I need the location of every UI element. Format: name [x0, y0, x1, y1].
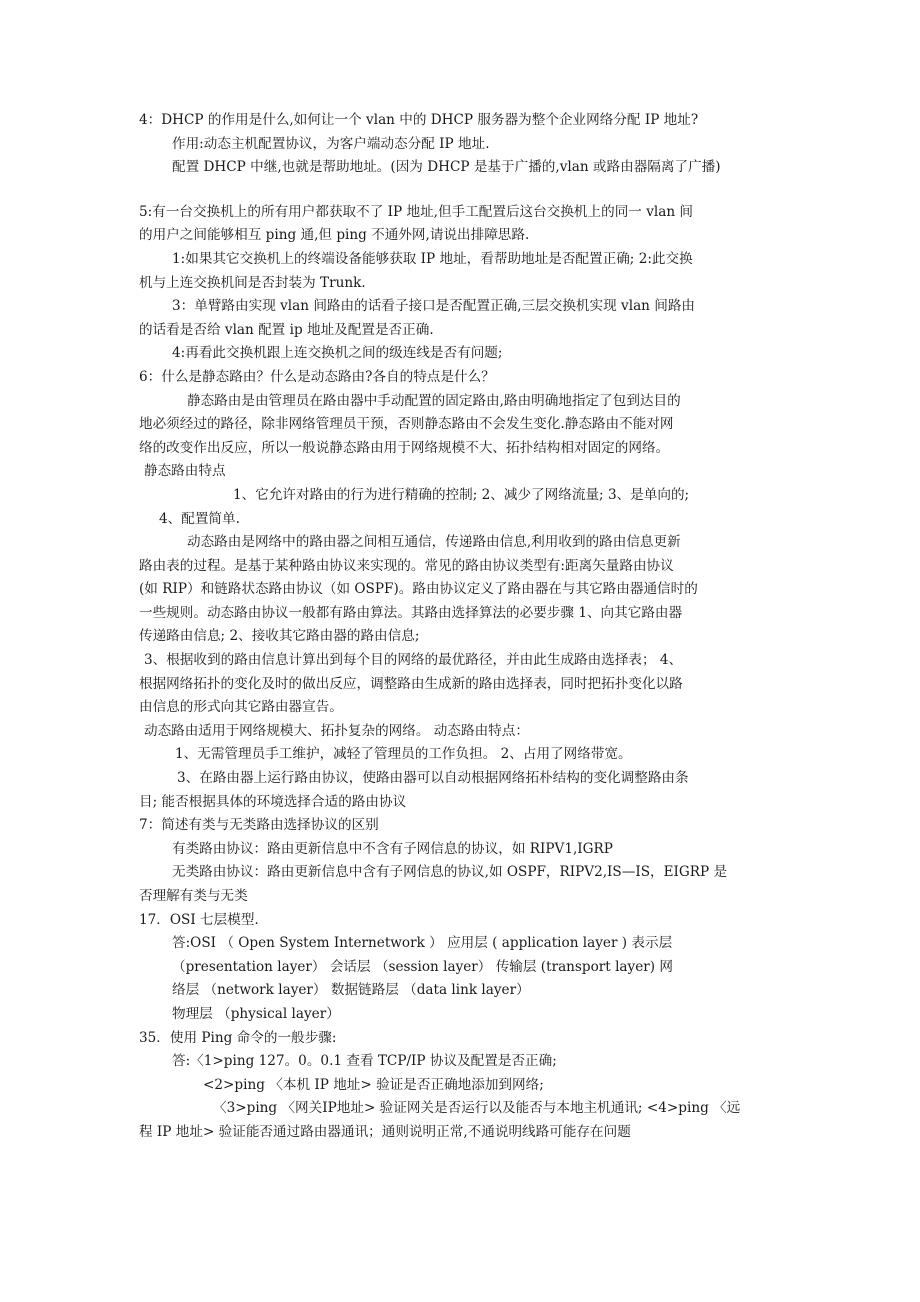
q17-heading: 17．OSI 七层模型. — [139, 911, 259, 928]
q6-answer-line: 一些规则。动态路由协议一般都有路由算法。其路由选择算法的必要步骤 1、向其它路由器 — [139, 604, 683, 621]
q17-answer-line: （presentation layer） 会话层 （session layer） 传输层 (transport layer) 网 — [172, 958, 673, 975]
q6-answer-line: 地必须经过的路径，除非网络管理员干预，否则静态路由不会发生变化.静态路由不能对网 — [139, 416, 674, 433]
q5-heading: 5:有一台交换机上的所有用户都获取不了 IP 地址,但手工配置后这台交换机上的同一 vlan 间 — [139, 203, 694, 220]
q6-subheading: 静态路由特点 — [144, 463, 226, 480]
q6-answer-line: 由信息的形式向其它路由器宣告。 — [139, 699, 343, 716]
q6-answer-line: (如 RIP）和链路状态路由协议（如 OSPF)。路由协议定义了路由器在与其它路由器通信时的 — [139, 581, 698, 598]
q6-answer-line: 根据网络拓扑的变化及时的做出反应，调整路由生成新的路由选择表，同时把拓扑变化以路 — [139, 675, 683, 692]
paragraph-gap — [139, 180, 789, 201]
q4-heading: 4：DHCP 的作用是什么,如何让一个 vlan 中的 DHCP 服务器为整个企业网络分配 IP 地址? — [139, 112, 699, 128]
q17-answer-line: 络层 （network layer） 数据链路层 （data link layer） — [172, 982, 530, 999]
q6-answer-line: 3、根据收到的路由信息计算出到每个目的网络的最优路径，并由此生成路由选择表； 4、 — [144, 652, 683, 669]
q35-answer-line: 答:〈1>ping 127。0。0.1 查看 TCP/IP 协议及配置是否正确; — [172, 1053, 557, 1070]
q7-heading: 7：简述有类与无类路由选择协议的区别 — [139, 817, 379, 834]
q17-answer-line: 答:OSI （ Open System Internetwork ） 应用层 ( application layer ) 表示层 — [172, 935, 673, 952]
q6-answer-line: 络的改变作出反应，所以一般说静态路由用于网络规模不大、拓扑结构相对固定的网络。 — [139, 439, 670, 456]
q4-answer-line: 作用:动态主机配置协议，为客户端动态分配 IP 地址. — [172, 135, 490, 152]
q5-heading: 的用户之间能够相互 ping 通,但 ping 不通外网,请说出排障思路. — [139, 227, 530, 244]
q6-answer-line: 传递路由信息; 2、接收其它路由器的路由信息; — [139, 628, 420, 645]
document-body — [139, 109, 789, 1145]
q6-answer-line: 1、它允许对路由的行为进行精确的控制; 2、减少了网络流量; 3、是单向的; — [233, 486, 690, 503]
q7-answer-line: 有类路由协议：路由更新信息中不含有子网信息的协议，如 RIPV1,IGRP — [172, 840, 613, 857]
q5-answer-line: 的话看是否给 vlan 配置 ip 地址及配置是否正确. — [139, 321, 434, 338]
q5-answer-line: 4:再看此交换机跟上连交换机之间的级连线是否有问题; — [172, 345, 503, 362]
q5-answer-line: 机与上连交换机间是否封装为 Trunk. — [139, 274, 366, 291]
q4-answer-line: 配置 DHCP 中继,也就是帮助地址。(因为 DHCP 是基于广播的,vlan 或路由器隔离了广播) — [172, 159, 721, 176]
q6-answer-line: 目; 能否根据具体的环境选择合适的路由协议 — [139, 793, 407, 810]
q5-answer-line: 3：单臂路由实现 vlan 间路由的话看子接口是否配置正确,三层交换机实现 vlan 间路由 — [172, 298, 696, 315]
q5-answer-line: 1:如果其它交换机上的终端设备能够获取 IP 地址，看帮助地址是否配置正确; 2:此交换 — [172, 250, 693, 267]
q6-answer-line: 路由表的过程。是基于某种路由协议来实现的。常见的路由协议类型有:距离矢量路由协议 — [139, 557, 674, 574]
q35-heading: 35．使用 Ping 命令的一般步骤: — [139, 1029, 337, 1046]
q6-answer-line: 3、在路由器上运行路由协议，使路由器可以自动根据网络拓朴结构的变化调整路由条 — [177, 770, 689, 787]
q7-answer-line: 无类路由协议：路由更新信息中含有子网信息的协议,如 OSPF，RIPV2,IS—IS，EIGRP 是 — [172, 864, 728, 881]
q17-answer-line: 物理层 （physical layer） — [172, 1005, 340, 1022]
q6-answer-line: 静态路由是由管理员在路由器中手动配置的固定路由,路由明确地指定了包到达目的 — [187, 392, 681, 409]
q6-heading: 6：什么是静态路由？什么是动态路由?各自的特点是什么？ — [139, 368, 495, 385]
q6-answer-line: 1、无需管理员手工维护，减轻了管理员的工作负担。 2、占用了网络带宽。 — [175, 746, 632, 763]
q6-subheading: 动态路由适用于网络规模大、拓扑复杂的网络。 动态路由特点： — [144, 722, 529, 739]
q35-answer-line: 程 IP 地址> 验证能否通过路由器通讯；通则说明正常,不通说明线路可能存在问题 — [139, 1123, 631, 1140]
q6-answer-line: 4、配置简单. — [159, 510, 240, 527]
q7-answer-line: 否理解有类与无类 — [139, 888, 248, 904]
q35-answer-line: 〈3>ping 〈网关IP地址> 验证网关是否运行以及能否与本地主机通讯; <4>ping 〈远 — [213, 1100, 741, 1117]
q35-answer-line: <2>ping 〈本机 IP 地址> 验证是否正确地添加到网络; — [203, 1076, 544, 1093]
q6-answer-line: 动态路由是网络中的路由器之间相互通信，传递路由信息,利用收到的路由信息更新 — [187, 534, 681, 551]
